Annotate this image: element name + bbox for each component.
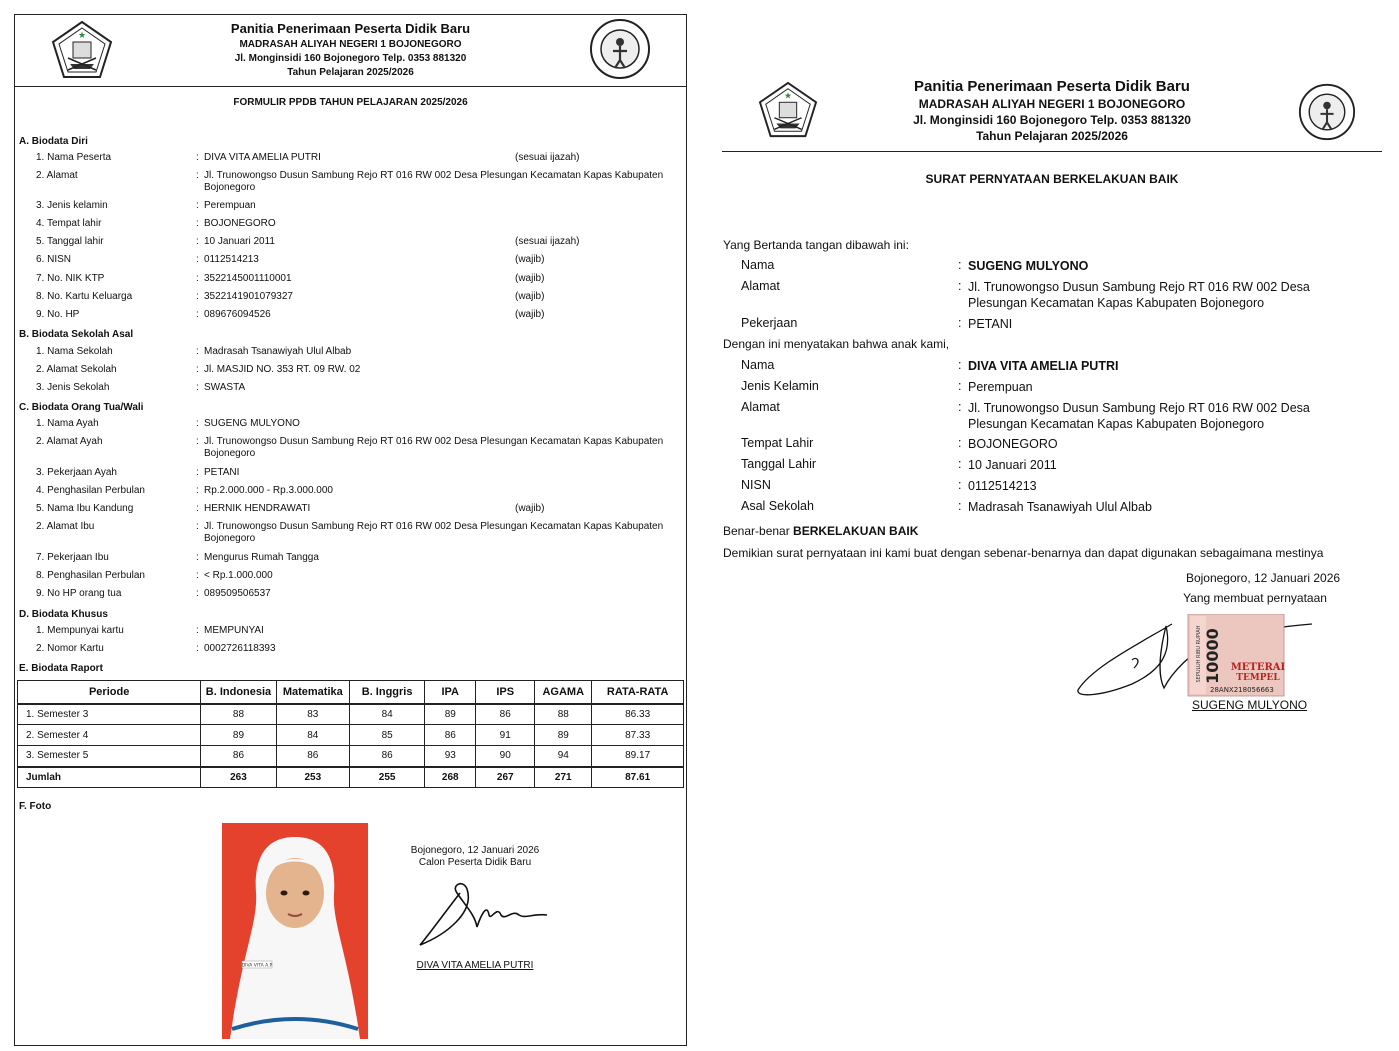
raport-cell: 2. Semester 4 bbox=[18, 725, 201, 746]
surat-signer-name: SUGENG MULYONO bbox=[1192, 698, 1308, 712]
field-value: Jl. Trunowongso Dusun Sambung Rejo RT 016 RW 002 Desa Plesungan Kecamatan Kapas Kabupaten Bojonegoro bbox=[204, 436, 664, 459]
raport-cell: 89 bbox=[201, 725, 276, 746]
raport-cell: 90 bbox=[476, 746, 535, 767]
colon: : bbox=[196, 382, 199, 393]
section-b-heading: B. Biodata Sekolah Asal bbox=[19, 329, 134, 340]
field-value: Jl. Trunowongso Dusun Sambung Rejo RT 016 RW 002 Desa Plesungan Kecamatan Kapas Kabupaten Bojonegoro bbox=[968, 401, 1310, 431]
field-note: (wajib) bbox=[515, 273, 545, 284]
field-value: 089676094526 bbox=[204, 309, 271, 320]
raport-header-cell: IPS bbox=[476, 681, 535, 704]
raport-total-cell: 263 bbox=[201, 767, 276, 788]
field-value: 3522145001110001 bbox=[204, 273, 292, 284]
raport-cell: 84 bbox=[276, 725, 349, 746]
field-value: Madrasah Tsanawiyah Ulul Albab bbox=[968, 500, 1152, 514]
field-value: Jl. Trunowongso Dusun Sambung Rejo RT 016 RW 002 Desa Plesungan Kecamatan Kapas Kabupaten Bojonegoro bbox=[204, 170, 664, 193]
field-label: 2. Alamat bbox=[36, 170, 78, 181]
surat-role: Yang membuat pernyataan bbox=[1183, 591, 1327, 605]
raport-cell: 86 bbox=[349, 746, 424, 767]
school-name: MADRASAH ALIYAH NEGERI 1 BOJONEGORO bbox=[239, 39, 462, 50]
field-label: 7. No. NIK KTP bbox=[36, 273, 105, 284]
raport-cell: 91 bbox=[476, 725, 535, 746]
colon: : bbox=[196, 236, 199, 247]
colon: : bbox=[196, 570, 199, 581]
raport-total-cell: 268 bbox=[425, 767, 476, 788]
colon: : bbox=[196, 152, 199, 163]
letterhead-text bbox=[15, 21, 686, 78]
raport-cell: 83 bbox=[276, 704, 349, 725]
field-value: MEMPUNYAI bbox=[204, 625, 264, 636]
field-label: 3. Jenis Sekolah bbox=[36, 382, 110, 393]
field-value: DIVA VITA AMELIA PUTRI bbox=[204, 152, 321, 163]
field-label: NISN bbox=[741, 478, 771, 492]
field-label: 1. Nama Ayah bbox=[36, 418, 99, 429]
colon: : bbox=[196, 552, 199, 563]
field-label: 3. Jenis kelamin bbox=[36, 200, 108, 211]
field-note: (wajib) bbox=[515, 309, 545, 320]
raport-total-cell: 267 bbox=[476, 767, 535, 788]
field-label: 4. Penghasilan Perbulan bbox=[36, 485, 145, 496]
field-value: 0002726118393 bbox=[204, 643, 276, 654]
colon: : bbox=[196, 273, 199, 284]
colon: : bbox=[196, 309, 199, 320]
colon: : bbox=[196, 418, 199, 429]
raport-cell: 86.33 bbox=[592, 704, 684, 725]
raport-header-cell: AGAMA bbox=[535, 681, 592, 704]
colon: : bbox=[196, 218, 199, 229]
table-row bbox=[18, 746, 684, 767]
raport-header-cell: B. Indonesia bbox=[201, 681, 276, 704]
raport-total-cell: 271 bbox=[535, 767, 592, 788]
student-signature-icon bbox=[415, 875, 565, 955]
field-value: 0112514213 bbox=[204, 254, 259, 265]
surat-closing: Demikian surat pernyataan ini kami buat dengan sebenar-benarnya dan dapat digunakan sebagaimana mestinya bbox=[723, 546, 1324, 560]
stamp-side-text: SEPULUH RIBU RUPIAH bbox=[1196, 625, 1202, 683]
raport-cell: 3. Semester 5 bbox=[18, 746, 201, 767]
meterai-stamp-icon bbox=[1186, 614, 1296, 700]
field-label: 4. Tempat lahir bbox=[36, 218, 102, 229]
colon: : bbox=[196, 521, 199, 532]
raport-header-cell: IPA bbox=[425, 681, 476, 704]
colon: : bbox=[958, 358, 962, 372]
field-value: PETANI bbox=[204, 467, 240, 478]
colon: : bbox=[196, 643, 199, 654]
raport-header-row bbox=[18, 681, 684, 704]
raport-cell: 94 bbox=[535, 746, 592, 767]
field-label: Tempat Lahir bbox=[741, 436, 814, 450]
raport-cell: 85 bbox=[349, 725, 424, 746]
field-value: Mengurus Rumah Tangga bbox=[204, 552, 319, 563]
school-address: Jl. Monginsidi 160 Bojonegoro Telp. 0353 881320 bbox=[913, 113, 1191, 127]
raport-total-cell: 87.61 bbox=[592, 767, 684, 788]
colon: : bbox=[958, 436, 962, 450]
field-note: (wajib) bbox=[515, 254, 545, 265]
stamp-label-2: TEMPEL bbox=[1236, 673, 1280, 683]
field-value: Jl. Trunowongso Dusun Sambung Rejo RT 016 RW 002 Desa Plesungan Kecamatan Kapas Kabupaten Bojonegoro bbox=[204, 521, 664, 544]
raport-total-row bbox=[18, 767, 684, 788]
colon: : bbox=[196, 625, 199, 636]
surat-menyatakan: Dengan ini menyatakan bahwa anak kami, bbox=[723, 337, 950, 351]
field-note: (sesuai ijazah) bbox=[515, 236, 580, 247]
raport-header-cell: Matematika bbox=[276, 681, 349, 704]
field-value: 089509506537 bbox=[204, 588, 271, 599]
colon: : bbox=[958, 279, 962, 293]
colon: : bbox=[196, 364, 199, 375]
field-value: Jl. MASJID NO. 353 RT. 09 RW. 02 bbox=[204, 364, 361, 375]
letterhead-text bbox=[722, 78, 1382, 143]
section-f-heading: F. Foto bbox=[19, 801, 52, 812]
field-label: Nama bbox=[741, 358, 775, 372]
field-value: PETANI bbox=[968, 317, 1013, 331]
colon: : bbox=[196, 436, 199, 447]
surat-letterhead bbox=[722, 76, 1382, 152]
field-label: 2. Nomor Kartu bbox=[36, 643, 104, 654]
field-value: BOJONEGORO bbox=[968, 437, 1058, 451]
colon: : bbox=[958, 400, 962, 414]
school-seal-icon bbox=[589, 18, 651, 80]
photo-nametag: DIVA VITA A.P bbox=[241, 963, 273, 969]
field-value: Perempuan bbox=[968, 380, 1033, 394]
colon: : bbox=[196, 200, 199, 211]
raport-cell: 93 bbox=[425, 746, 476, 767]
colon: : bbox=[958, 457, 962, 471]
surat-intro: Yang Bertanda tangan dibawah ini: bbox=[723, 238, 909, 252]
school-address: Jl. Monginsidi 160 Bojonegoro Telp. 0353 881320 bbox=[234, 53, 467, 64]
field-value: HERNIK HENDRAWATI bbox=[204, 503, 311, 514]
field-value: Rp.2.000.000 - Rp.3.000.000 bbox=[204, 485, 333, 496]
field-label: 2. Alamat Ibu bbox=[36, 521, 95, 532]
raport-cell: 89 bbox=[535, 725, 592, 746]
field-label: Nama bbox=[741, 258, 775, 272]
field-label: 9. No. HP bbox=[36, 309, 80, 320]
field-label: 5. Nama Ibu Kandung bbox=[36, 503, 134, 514]
field-value: Jl. Trunowongso Dusun Sambung Rejo RT 016 RW 002 Desa Plesungan Kecamatan Kapas Kabupaten Bojonegoro bbox=[968, 280, 1310, 310]
field-value: < Rp.1.000.000 bbox=[204, 570, 273, 581]
field-value: 3522141901079327 bbox=[204, 291, 293, 302]
sign-place-date: Bojonegoro, 12 Januari 2026 bbox=[410, 845, 540, 856]
colon: : bbox=[958, 499, 962, 513]
surat-place-date: Bojonegoro, 12 Januari 2026 bbox=[1185, 571, 1341, 585]
table-row bbox=[18, 704, 684, 725]
stamp-label-1: METERAI bbox=[1230, 662, 1286, 673]
raport-header-cell: Periode bbox=[18, 681, 201, 704]
raport-table bbox=[17, 680, 684, 788]
raport-total-cell: 255 bbox=[349, 767, 424, 788]
stamp-serial: 28ANX218056663 bbox=[1210, 686, 1274, 694]
table-row bbox=[18, 725, 684, 746]
raport-cell: 1. Semester 3 bbox=[18, 704, 201, 725]
field-value: Madrasah Tsanawiyah Ulul Albab bbox=[204, 346, 352, 357]
field-note: (wajib) bbox=[515, 503, 545, 514]
raport-cell: 84 bbox=[349, 704, 424, 725]
student-photo bbox=[222, 823, 368, 1039]
raport-cell: 86 bbox=[425, 725, 476, 746]
field-label: 1. Nama Peserta bbox=[36, 152, 112, 163]
field-value: BOJONEGORO bbox=[204, 218, 276, 229]
field-label: 8. Penghasilan Perbulan bbox=[36, 570, 145, 581]
raport-cell: 86 bbox=[276, 746, 349, 767]
academic-year: Tahun Pelajaran 2025/2026 bbox=[976, 129, 1128, 143]
field-label: 2. Alamat Sekolah bbox=[36, 364, 117, 375]
raport-cell: 89.17 bbox=[592, 746, 684, 767]
section-e-heading: E. Biodata Raport bbox=[19, 663, 103, 674]
field-label: Alamat bbox=[741, 400, 780, 414]
colon: : bbox=[196, 291, 199, 302]
field-label: 1. Mempunyai kartu bbox=[36, 625, 124, 636]
raport-cell: 88 bbox=[535, 704, 592, 725]
colon: : bbox=[958, 316, 962, 330]
colon: : bbox=[958, 258, 962, 272]
field-label: 8. No. Kartu Keluarga bbox=[36, 291, 133, 302]
letterhead bbox=[15, 15, 686, 87]
field-label: Asal Sekolah bbox=[741, 499, 814, 513]
field-label: 5. Tanggal lahir bbox=[36, 236, 104, 247]
colon: : bbox=[958, 379, 962, 393]
svg-text:★: ★ bbox=[784, 91, 792, 102]
colon: : bbox=[958, 478, 962, 492]
field-value: Perempuan bbox=[204, 200, 256, 211]
student-signature-block bbox=[395, 845, 555, 971]
field-value: DIVA VITA AMELIA PUTRI bbox=[968, 359, 1119, 373]
section-a-heading: A. Biodata Diri bbox=[19, 136, 88, 147]
colon: : bbox=[196, 254, 199, 265]
raport-cell: 87.33 bbox=[592, 725, 684, 746]
field-label: 2. Alamat Ayah bbox=[36, 436, 103, 447]
field-label: 6. NISN bbox=[36, 254, 72, 265]
academic-year: Tahun Pelajaran 2025/2026 bbox=[287, 67, 414, 78]
field-value: SUGENG MULYONO bbox=[204, 418, 300, 429]
colon: : bbox=[196, 467, 199, 478]
colon: : bbox=[196, 346, 199, 357]
surat-benar bbox=[723, 524, 918, 538]
school-name: MADRASAH ALIYAH NEGERI 1 BOJONEGORO bbox=[918, 97, 1186, 111]
field-value: 10 Januari 2011 bbox=[968, 458, 1057, 472]
raport-header-cell: B. Inggris bbox=[349, 681, 424, 704]
benar-bold: BERKELAKUAN BAIK bbox=[793, 524, 919, 538]
raport-total-cell: Jumlah bbox=[18, 767, 201, 788]
section-d-heading: D. Biodata Khusus bbox=[19, 609, 108, 620]
field-label: Pekerjaan bbox=[741, 316, 798, 330]
svg-text:★: ★ bbox=[77, 31, 87, 41]
raport-cell: 88 bbox=[201, 704, 276, 725]
committee-name: Panitia Penerimaan Peserta Didik Baru bbox=[914, 78, 1190, 95]
stamp-value: 10000 bbox=[1203, 628, 1222, 684]
field-label: Tanggal Lahir bbox=[741, 457, 817, 471]
surat-page bbox=[708, 0, 1399, 1051]
field-label: Jenis Kelamin bbox=[741, 379, 819, 393]
raport-total-cell: 253 bbox=[276, 767, 349, 788]
field-value: SUGENG MULYONO bbox=[968, 259, 1089, 273]
sign-role: Calon Peserta Didik Baru bbox=[418, 857, 532, 868]
field-note: (sesuai ijazah) bbox=[515, 152, 580, 163]
field-label: 3. Pekerjaan Ayah bbox=[36, 467, 117, 478]
committee-name: Panitia Penerimaan Peserta Didik Baru bbox=[230, 21, 471, 36]
surat-title: SURAT PERNYATAAN BERKELAKUAN BAIK bbox=[925, 172, 1179, 186]
colon: : bbox=[196, 588, 199, 599]
colon: : bbox=[196, 485, 199, 496]
field-label: Alamat bbox=[741, 279, 780, 293]
field-label: 9. No HP orang tua bbox=[36, 588, 122, 599]
field-value: 10 Januari 2011 bbox=[204, 236, 275, 247]
raport-cell: 89 bbox=[425, 704, 476, 725]
raport-cell: 86 bbox=[201, 746, 276, 767]
colon: : bbox=[196, 170, 199, 181]
form-title: FORMULIR PPDB TAHUN PELAJARAN 2025/2026 bbox=[233, 97, 468, 108]
raport-header-cell: RATA-RATA bbox=[592, 681, 684, 704]
field-label: 7. Pekerjaan Ibu bbox=[36, 552, 109, 563]
student-portrait-icon bbox=[222, 823, 368, 1039]
colon: : bbox=[196, 503, 199, 514]
field-label: 1. Nama Sekolah bbox=[36, 346, 113, 357]
school-seal-icon bbox=[1298, 83, 1356, 141]
field-note: (wajib) bbox=[515, 291, 545, 302]
raport-cell: 86 bbox=[476, 704, 535, 725]
field-value: SWASTA bbox=[204, 382, 246, 393]
sign-name: DIVA VITA AMELIA PUTRI bbox=[416, 960, 534, 971]
benar-prefix: Benar-benar bbox=[723, 524, 794, 538]
section-c-heading: C. Biodata Orang Tua/Wali bbox=[19, 402, 144, 413]
formulir-page bbox=[14, 14, 687, 1046]
field-value: 0112514213 bbox=[968, 479, 1037, 493]
